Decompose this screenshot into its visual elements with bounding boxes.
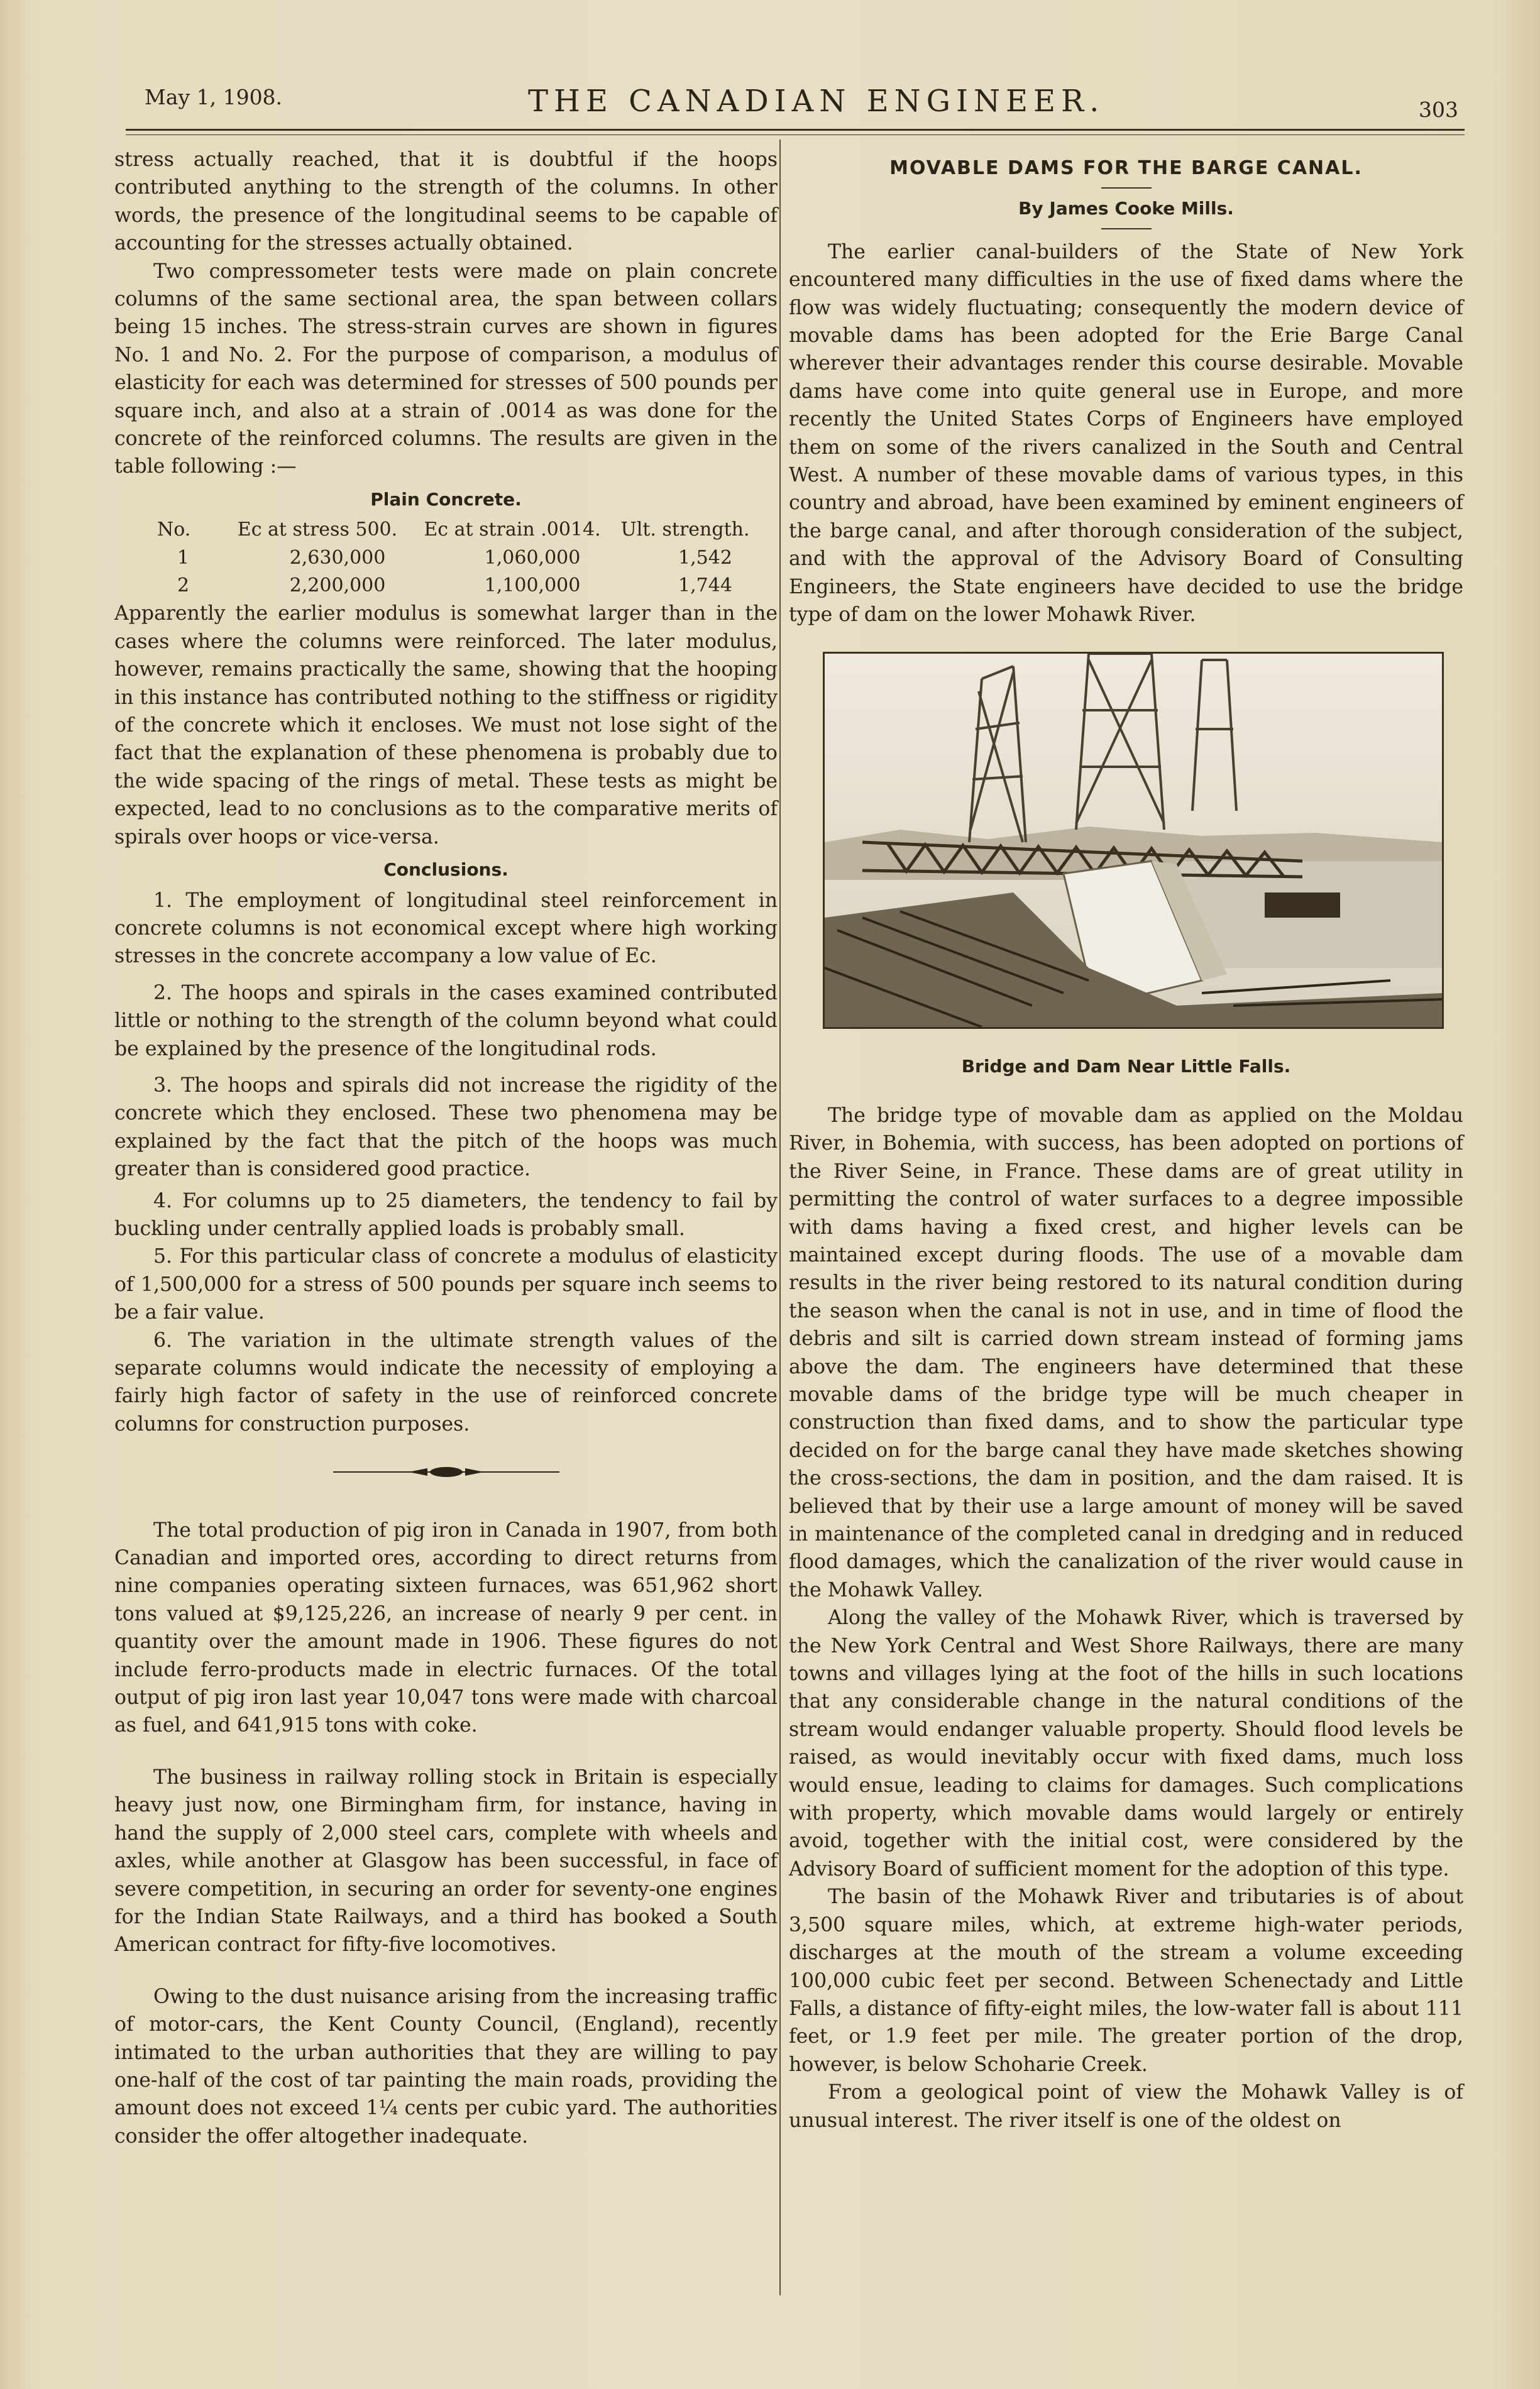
table-heading: Plain Concrete.	[370, 488, 522, 510]
news-item: Owing to the dust nuisance arising from the increasing traffic of motor-cars, the Kent County Council, (England), recently intimated to the urban authorities that they are willing to pay one-half of the cost of tar painting the main roads, providing the amount does not exceed 1¼ cents per cubic yard. The authorities consider the offer altogether inadequate.	[114, 1985, 778, 2148]
article-byline: By James Cooke Mills.	[1018, 198, 1234, 219]
plain-concrete-table	[114, 516, 778, 600]
journal-title: THE CANADIAN ENGINEER.	[528, 84, 1105, 119]
issue-date: May 1, 1908.	[145, 85, 283, 109]
bridge-dam-photo-image	[825, 654, 1442, 1027]
paragraph: The bridge type of movable dam as applied on the Moldau River, in Bohemia, with success, has been adopted on portions of the River Seine, in France. These dams are of great utility in permitting the control of water surfaces to a degree impossible with dams having a fixed crest, and higher levels can be maintained except during floods. The use of a movable dam results in the river being restored to its natural condition during the season when the canal is not in use, and in time of flood the debris and silt is carried down stream instead of forming jams above the dam. The engineers have determined that these movable dams of the bridge type will be much cheaper in construction than fixed dams, and to show the particular type decided on for the barge canal they have made sketches showing the cross-sections, the dam in position, and the dam raised. It is believed that by their use a large amount of money will be saved in maintenance of the completed canal in dredging and in reduced flood damages, which the canalization of the river would cause in the Mohawk Valley.	[789, 1104, 1463, 1601]
news-item: The total production of pig iron in Canada in 1907, from both Canadian and imported ores, according to direct returns from nine companies operating sixteen furnaces, was 651,962 short tons valued at $9,125,226, an increase of nearly 9 per cent. in quantity over the amount made in 1906. These figures do not include ferro-products made in electric furnaces. Of the total output of pig iron last year 10,047 tons were made with charcoal as fuel, and 641,915 tons with coke.	[114, 1519, 778, 1737]
paragraph: The basin of the Mohawk River and tributaries is of about 3,500 square miles, which, at extreme high-water periods, discharges at the mouth of the stream a volume exceeding 100,000 cubic feet per second. Between Schenectady and Little Falls, a distance of fifty-eight miles, the low-water fall is about 111 feet, or 1.9 feet per mile. The greater portion of the drop, however, is below Schoharie Creek.	[789, 1886, 1463, 2076]
table-row	[114, 544, 778, 572]
table-header-cell: Ec at strain .0014.	[424, 519, 601, 541]
paragraph: The earlier canal-builders of the State of New York encountered many difficulties in the use of fixed dams where the flow was widely fluctuating; consequently the modern device of movable dams has been adopted for the Erie Barge Canal wherever their advantages render this course desirable. Movable dams have come into quite general use in Europe, and more recently the United States Corps of Engineers have employed them on some of the rivers canalized in the South and Central West. A number of these movable dams of various types, in this country and abroad, have been examined by eminent engineers of the barge canal, and after thorough consideration of the subject, and with the approval of the Advisory Board of Consulting Engineers, the State engineers have decided to use the bridge type of dam on the lower Mohawk River.	[789, 240, 1463, 627]
left-column	[114, 146, 778, 2150]
conclusion-item: 5. For this particular class of concrete a modulus of elasticity of 1,500,000 for a stress of 500 pounds per square inch seems to be a fair value.	[114, 1245, 778, 1324]
table-header-cell: Ec at stress 500.	[237, 519, 398, 541]
table-cell: 1,060,000	[484, 546, 581, 569]
section-ornament	[114, 1459, 778, 1487]
table-header-cell: Ult. strength.	[620, 519, 750, 541]
table-cell: 2,200,000	[289, 574, 386, 597]
conclusion-item: 6. The variation in the ultimate strength values of the separate columns would indicate the necessity of employing a fairly high factor of safety in the use of reinforced concrete columns for construction purposes.	[114, 1329, 778, 1436]
table-cell: 2	[177, 574, 190, 597]
conclusion-item: 3. The hoops and spirals did not increase the rigidity of the concrete which they enclosed. These two phenomena may be explained by the fact that the pitch of the hoops was much greater than is considered good practice.	[114, 1074, 778, 1181]
table-cell: 2,630,000	[289, 546, 386, 569]
paragraph: Apparently the earlier modulus is somewhat larger than in the cases where the columns were reinforced. The later modulus, however, remains practically the same, showing that the hooping in this instance has contributed nothing to the stiffness or rigidity of the concrete which it encloses. We must not lose sight of the fact that the explanation of these phenomena is probably due to the wide spacing of the rings of metal. These tests as might be expected, lead to no conclusions as to the comparative merits of spirals over hoops or vice-versa.	[114, 602, 778, 849]
bridge-dam-photo	[823, 652, 1444, 1029]
column-divider	[779, 140, 781, 2295]
ornament-rule-icon	[333, 1464, 559, 1480]
table-cell: 1,744	[678, 574, 732, 597]
table-row	[114, 572, 778, 600]
news-item: The business in railway rolling stock in Britain is especially heavy just now, one Birmingham firm, for instance, having in hand the supply of 2,000 steel cars, complete with wheels and axles, while another at Glasgow has been successful, in face of severe competition, in securing an order for seventy-one engines for the Indian State Railways, and a third has booked a South American contract for fifty-five locomotives.	[114, 1766, 778, 1957]
conclusions-heading: Conclusions.	[383, 859, 509, 881]
table-header-cell: No.	[157, 519, 191, 541]
page-number: 303	[1419, 97, 1458, 122]
paragraph: Along the valley of the Mohawk River, which is traversed by the New York Central and West Shore Railways, there are many towns and villages lying at the foot of the hills in such locations that any considerable change in the natural conditions of the stream would endanger valuable property. Should flood levels be raised, as would inevitably occur with fixed dams, much loss would ensue, leading to claims for damages. Such complications with property, which movable dams would largely or entirely avoid, together with the initial cost, were considered by the Advisory Board of sufficient moment for the adoption of this type.	[789, 1606, 1463, 1881]
header-rule-thick	[126, 129, 1465, 131]
conclusion-item: 2. The hoops and spirals in the cases examined contributed little or nothing to the strength of the column beyond what could be explained by the presence of the longitudinal rods.	[114, 981, 778, 1060]
running-header	[126, 79, 1465, 135]
table-cell: 1,100,000	[484, 574, 581, 597]
right-column	[789, 146, 1463, 2134]
paragraph: From a geological point of view the Mohawk Valley is of unusual interest. The river itself is one of the oldest on	[789, 2081, 1463, 2132]
byline-rule	[1101, 228, 1152, 229]
table-cell: 1,542	[678, 546, 732, 569]
paragraph: Two compressometer tests were made on plain concrete columns of the same sectional area, the span between collars being 15 inches. The stress-strain curves are shown in figures No. 1 and No. 2. For the purpose of comparison, a modulus of elasticity for each was determined for stresses of 500 pounds per square inch, and also at a strain of .0014 as was done for the concrete of the reinforced columns. The results are given in the table following :—	[114, 260, 778, 478]
table-cell: 1	[177, 546, 190, 569]
conclusion-item: 4. For columns up to 25 diameters, the tendency to fail by buckling under centrally applied loads is probably small.	[114, 1189, 778, 1240]
title-rule	[1101, 187, 1152, 189]
paragraph: stress actually reached, that it is doubtful if the hoops contributed anything to the strength of the columns. In other words, the presence of the longitudinal seems to be capable of accounting for the stresses actually obtained.	[114, 148, 778, 255]
article-title: MOVABLE DAMS FOR THE BARGE CANAL.	[889, 157, 1363, 179]
table-header-row	[114, 516, 778, 544]
conclusion-item: 1. The employment of longitudinal steel reinforcement in concrete columns is not economical except where high working stresses in the concrete accompany a low value of Ec.	[114, 889, 778, 968]
photo-caption: Bridge and Dam Near Little Falls.	[961, 1055, 1291, 1077]
